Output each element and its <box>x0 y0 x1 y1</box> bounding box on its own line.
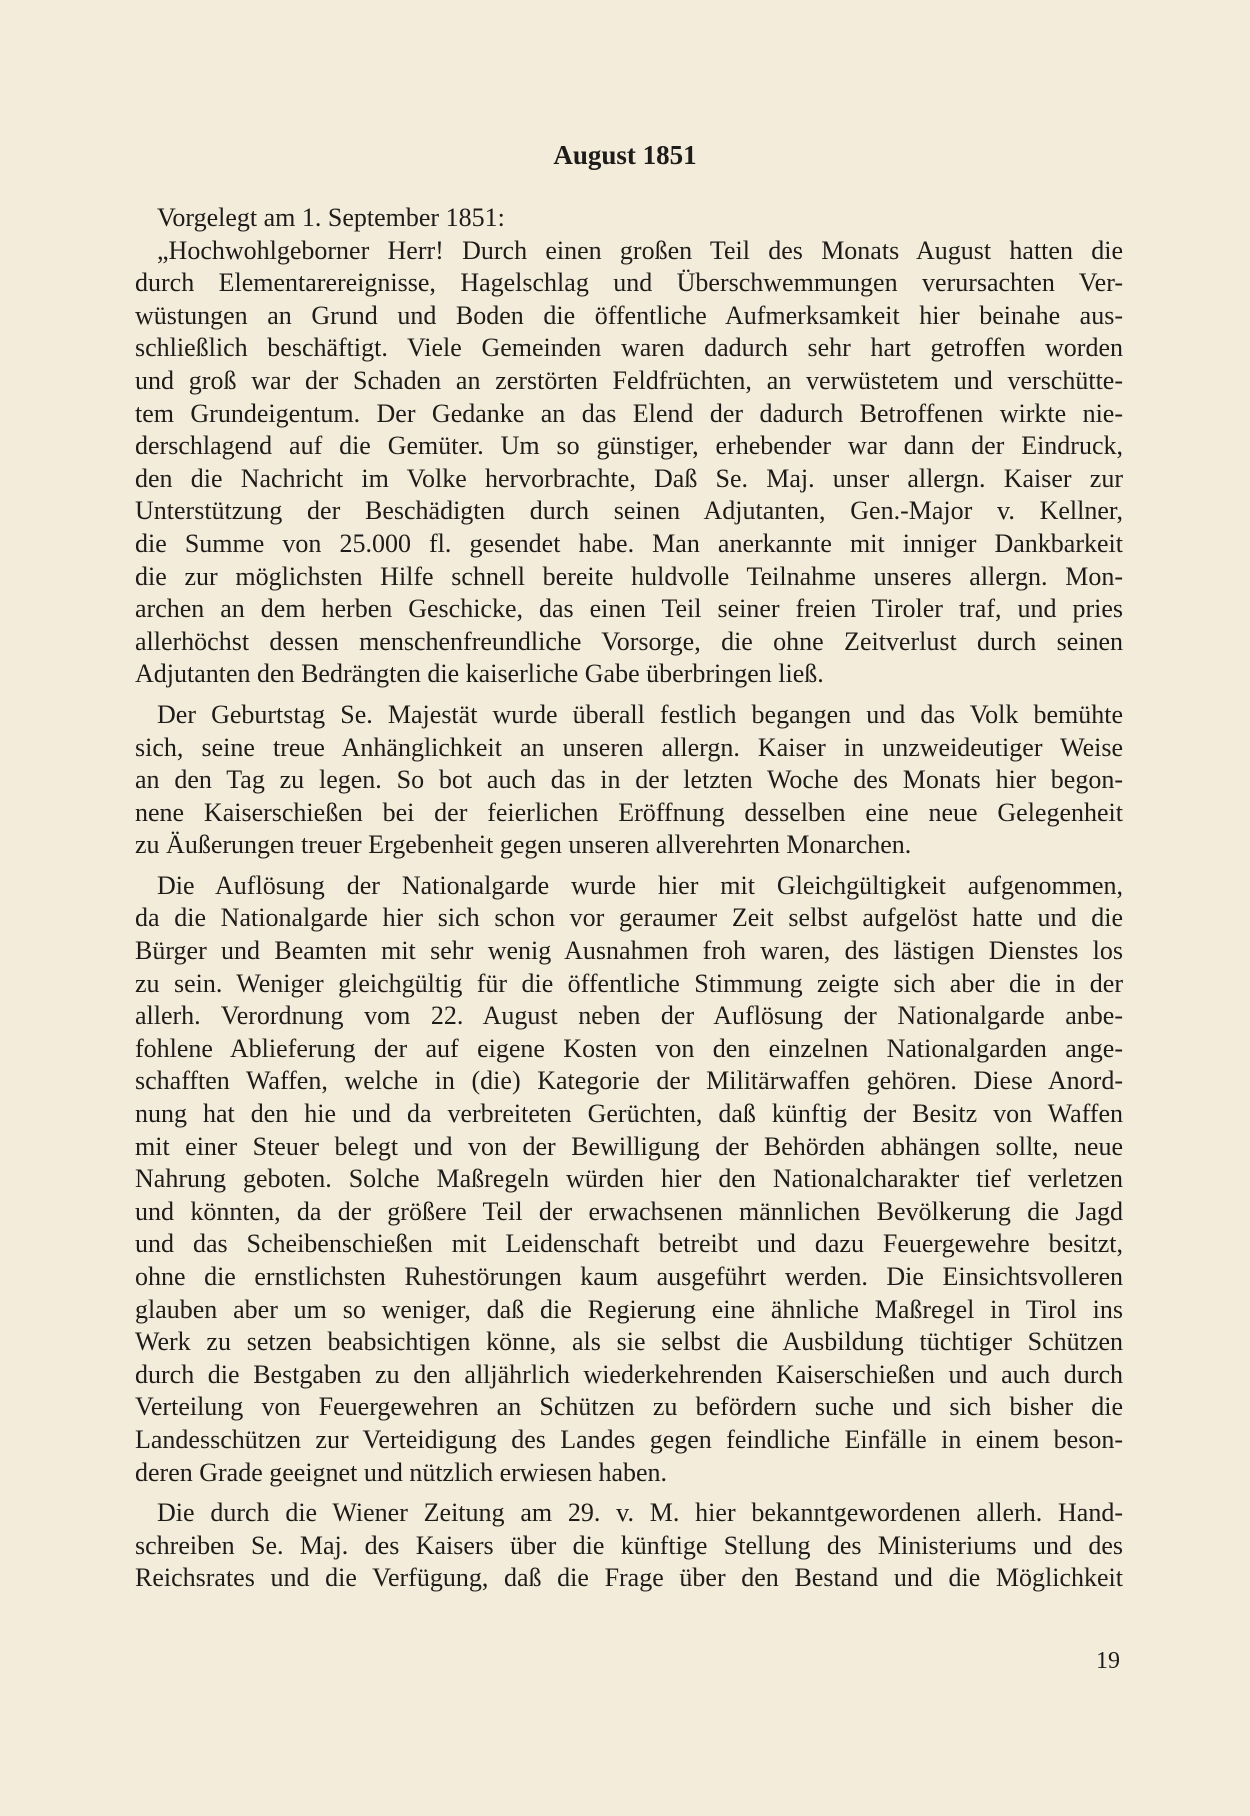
text-line: allerhöchst dessen menschenfreundliche Vorsorge, die ohne Zeitverlust durch seinen <box>135 626 1123 656</box>
text-line: da die Nationalgarde hier sich schon vor geraumer Zeit selbst aufgelöst hatte und die <box>135 903 1123 933</box>
text-line: Die Auflösung der Nationalgarde wurde hier mit Gleichgültigkeit aufgenommen, <box>157 870 1123 900</box>
text-line: sich, seine treue Anhänglichkeit an unseren allergn. Kaiser in unzweideutiger Weise <box>135 732 1123 762</box>
text-line: archen an dem herben Geschicke, das einen Teil seiner freien Tiroler traf, und pries <box>135 594 1123 624</box>
section-heading: August 1851 <box>553 140 697 170</box>
text-line: Verteilung von Feuergewehren an Schützen zu befördern suche und sich bisher die <box>135 1392 1123 1422</box>
text-line: Die durch die Wiener Zeitung am 29. v. M. hier bekanntgewordenen allerh. Hand- <box>157 1498 1123 1528</box>
text-line: „Hochwohlgeborner Herr! Durch einen großen Teil des Monats August hatten die <box>157 235 1123 265</box>
text-line: Werk zu setzen beabsichtigen könne, als sie selbst die Ausbildung tüchtiger Schützen <box>135 1327 1123 1357</box>
paragraph <box>135 202 1123 235</box>
text-line: Reichsrates und die Verfügung, daß die Frage über den Bestand und die Möglichkeit <box>135 1563 1123 1593</box>
text-line: schreiben Se. Maj. des Kaisers über die künftige Stellung des Ministeriums und des <box>135 1530 1123 1560</box>
text-line: tem Grundeigentum. Der Gedanke an das Elend der dadurch Betroffenen wirkte nie- <box>135 398 1123 428</box>
paragraph-gap <box>135 1489 1123 1497</box>
text-line: Der Geburtstag Se. Majestät wurde überall festlich begangen und das Volk bemühte <box>157 699 1123 729</box>
text-line: nung hat den hie und da verbreiteten Gerüchten, daß künftig der Besitz von Waffen <box>135 1099 1123 1129</box>
text-line: fohlene Ablieferung der auf eigene Kosten von den einzelnen Nationalgarden ange- <box>135 1033 1123 1063</box>
paragraph-gap <box>135 862 1123 870</box>
text-line: glauben aber um so weniger, daß die Regierung eine ähnliche Maßregel in Tirol ins <box>135 1294 1123 1324</box>
text-line: durch Elementarereignisse, Hagelschlag und Überschwemmungen verursachten Ver- <box>135 268 1123 298</box>
text-line: an den Tag zu legen. So bot auch das in der letzten Woche des Monats hier begon- <box>135 765 1123 795</box>
text-line: wüstungen an Grund und Boden die öffentliche Aufmerksamkeit hier beinahe aus- <box>135 300 1123 330</box>
text-line: und könnten, da der größere Teil der erwachsenen männlichen Bevölkerung die Jagd <box>135 1196 1123 1226</box>
text-line: den die Nachricht im Volke hervorbrachte, Daß Se. Maj. unser allergn. Kaiser zur <box>135 463 1123 493</box>
text-line: allerh. Verordnung vom 22. August neben der Auflösung der Nationalgarde anbe- <box>135 1001 1123 1031</box>
text-line: und das Scheibenschießen mit Leidenschaft betreibt und dazu Feuergewehre besitzt, <box>135 1229 1123 1259</box>
text-line: Nahrung geboten. Solche Maßregeln würden hier den Nationalcharakter tief verletzen <box>135 1164 1123 1194</box>
text-line: Landesschützen zur Verteidigung des Landes gegen feindliche Einfälle in einem beson- <box>135 1424 1123 1454</box>
paragraph <box>135 699 1123 862</box>
text-line: mit einer Steuer belegt und von der Bewilligung der Behörden abhängen sollte, neue <box>135 1131 1123 1161</box>
text-line: durch die Bestgaben zu den alljährlich wiederkehrenden Kaiserschießen und auch durch <box>135 1359 1123 1389</box>
paragraph <box>135 1497 1123 1595</box>
text-line: Bürger und Beamten mit sehr wenig Ausnahmen froh waren, des lästigen Dienstes los <box>135 936 1123 966</box>
text-line: derschlagend auf die Gemüter. Um so günstiger, erhebender war dann der Eindruck, <box>135 431 1123 461</box>
text-line: die zur möglichsten Hilfe schnell bereite huldvolle Teilnahme unseres allergn. Mon- <box>135 561 1123 591</box>
text-line: und groß war der Schaden an zerstörten Feldfrüchten, an verwüstetem und verschütte- <box>135 365 1123 395</box>
paragraph <box>135 870 1123 1489</box>
text-line: zu sein. Weniger gleichgültig für die öffentliche Stimmung zeigte sich aber die in der <box>135 968 1123 998</box>
text-line: zu Äußerungen treuer Ergebenheit gegen unseren allverehrten Monarchen. <box>135 830 912 860</box>
text-line: die Summe von 25.000 fl. gesendet habe. Man anerkannte mit inniger Dankbarkeit <box>135 528 1123 558</box>
text-line: deren Grade geeignet und nützlich erwiesen haben. <box>135 1457 668 1487</box>
text-line: Adjutanten den Bedrängten die kaiserliche Gabe überbringen ließ. <box>135 659 824 689</box>
text-line: ohne die ernstlichsten Ruhestörungen kaum ausgeführt werden. Die Einsichtsvolleren <box>135 1262 1123 1291</box>
paragraph-gap <box>135 691 1123 699</box>
text-line: nene Kaiserschießen bei der feierlichen Eröffnung desselben eine neue Gelegenheit <box>135 797 1123 827</box>
page-number: 19 <box>1096 1648 1120 1674</box>
text-line: Vorgelegt am 1. September 1851: <box>157 203 505 232</box>
text-line: Unterstützung der Beschädigten durch seinen Adjutanten, Gen.-Major v. Kellner, <box>135 496 1123 526</box>
paragraph <box>135 235 1123 691</box>
body-text <box>135 202 1123 1595</box>
text-line: schließlich beschäftigt. Viele Gemeinden waren dadurch sehr hart getroffen worden <box>135 333 1123 363</box>
text-line: schafften Waffen, welche in (die) Kategorie der Militärwaffen gehören. Diese Anord- <box>135 1066 1123 1096</box>
